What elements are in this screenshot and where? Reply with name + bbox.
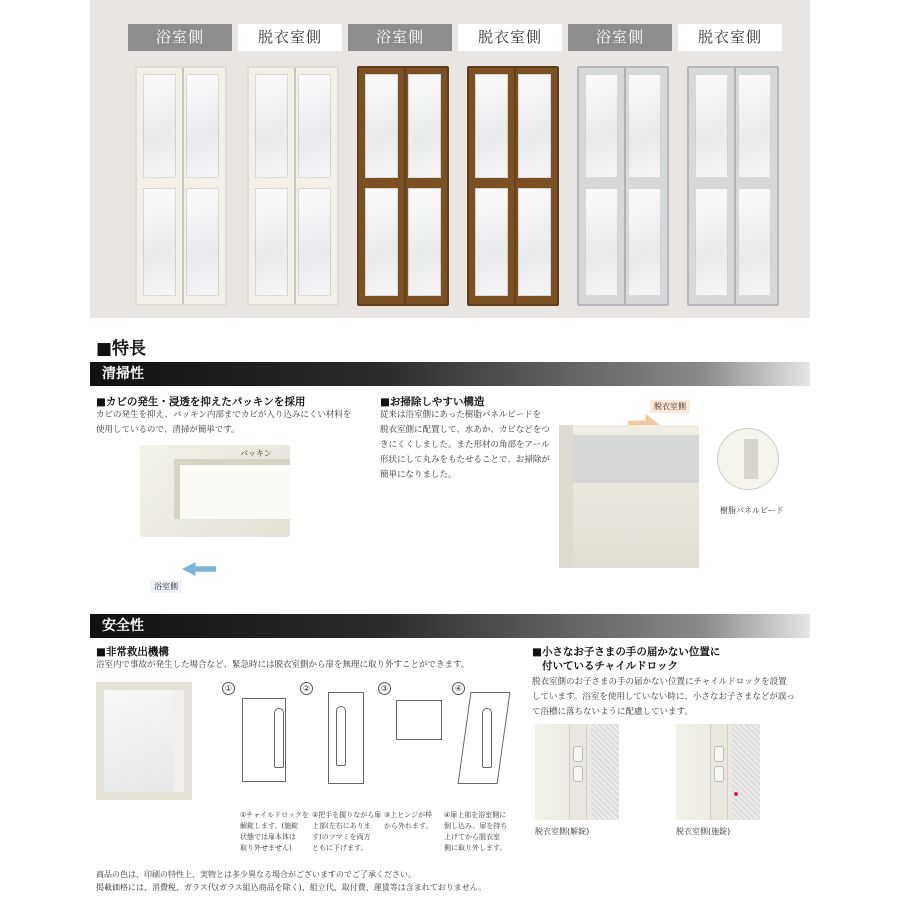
childlock-title-line-1: ■小さなお子さまの手の届かない位置に <box>532 646 721 658</box>
structure-line-1: 従来は浴室側にあった樹脂パネルビードを <box>380 410 542 420</box>
label-unlocked: 脱衣室側(解錠) <box>535 827 590 836</box>
step-1-caption-line-4: 取り外せません) <box>240 844 292 852</box>
step-2-caption-line-3: す)のツマミを両方 <box>312 833 371 841</box>
door-white-dressing <box>247 66 339 306</box>
step-4-caption-line-3: 上げてから脱衣室 <box>444 833 500 841</box>
step-3-caption-line-2: から外れます。 <box>384 822 433 830</box>
childlock-line-1: 脱衣室側のお子さまの手の届かない位置にチャイルドロックを設置 <box>532 677 787 687</box>
tab-bath-side-white: 浴室側 <box>128 24 232 51</box>
footnote-color: 商品の色は、印刷の特性上、実物とは多少異なる場合がございますのでご了承ください。 <box>96 870 416 879</box>
step-1-caption <box>240 810 314 854</box>
structure-description <box>380 408 550 483</box>
structure-illustration <box>559 425 699 568</box>
step-4-caption-line-2: 倒し込み、扉を持ち <box>444 822 508 830</box>
childlock-unlocked-photo <box>535 724 619 820</box>
step-2-number: ② <box>300 682 313 695</box>
tab-dressing-side-brown: 脱衣室側 <box>458 24 562 51</box>
childlock-line-2: しています。浴室を使用していない時に、小さなお子さまなどが誤っ <box>532 692 795 702</box>
emergency-frame-illustration <box>96 682 192 800</box>
step-4-illustration <box>452 682 522 790</box>
label-locked: 脱衣室側(施錠) <box>676 827 731 836</box>
childlock-title-line-2: 付いているチャイルドロック <box>542 660 678 672</box>
label-bath-side: 浴室側 <box>150 580 182 593</box>
label-dressing-side: 脱衣室側 <box>650 400 690 413</box>
tab-dressing-side-white: 脱衣室側 <box>238 24 342 51</box>
structure-line-5: 簡単になりました。 <box>380 470 457 480</box>
door-silver-bath <box>577 66 669 306</box>
packing-line-1: カビの発生を抑え、パッキン内部までカビが入り込みにくい材料を <box>96 410 352 420</box>
step-1-caption-line-2: 解錠します。(施錠 <box>240 822 299 830</box>
step-1-caption-line-3: 状態では扉本体は <box>240 833 296 841</box>
panel-bead-zoom-illustration <box>717 428 779 490</box>
step-1-illustration <box>222 682 292 790</box>
door-brown-bath <box>357 66 449 306</box>
label-packing: パッキン <box>240 449 272 458</box>
packing-description <box>96 408 351 438</box>
structure-line-2: 脱衣室側に配置して、水あか、カビなどをつ <box>380 425 550 435</box>
childlock-description <box>532 675 795 720</box>
step-4-number: ④ <box>452 682 465 695</box>
step-1-number: ① <box>222 682 235 695</box>
step-4-caption <box>444 810 518 854</box>
door-silver-dressing <box>687 66 779 306</box>
safety-section-heading: 安全性 <box>90 614 810 638</box>
step-4-caption-line-4: 側に取り外します。 <box>444 844 507 852</box>
door-brown-dressing <box>467 66 559 306</box>
emergency-title: ■非常救出機構 <box>96 646 169 658</box>
step-3-caption <box>384 810 444 832</box>
bath-side-arrow-icon <box>182 562 216 576</box>
step-3-number: ③ <box>378 682 391 695</box>
packing-title: ■カビの発生・浸透を抑えたパッキンを採用 <box>96 396 306 408</box>
structure-line-4: 形状にして丸みをもたせることで、お掃除が <box>380 455 550 465</box>
step-3-caption-line-1: ③上ヒンジが枠 <box>384 811 433 819</box>
locked-indicator-icon <box>734 792 738 796</box>
step-1-caption-line-1: ①チャイルドロックを <box>240 811 309 819</box>
tab-bath-side-silver: 浴室側 <box>568 24 672 51</box>
door-white-bath <box>135 66 227 306</box>
childlock-locked-photo <box>676 724 760 820</box>
cleaning-section-heading: 清掃性 <box>90 362 810 386</box>
step-2-caption <box>312 810 386 854</box>
step-2-illustration <box>300 682 370 790</box>
emergency-description: 浴室内で事故が発生した場合など、緊急時には脱衣室側から扉を無理に取り外すことができます。 <box>96 660 470 670</box>
childlock-line-3: て浴槽に落ちないように配慮しています。 <box>532 707 693 717</box>
structure-title: ■お掃除しやすい構造 <box>380 396 485 408</box>
step-2-caption-line-1: ②把手を握りながら扉 <box>312 811 382 819</box>
door-color-gallery <box>90 0 810 318</box>
structure-line-3: きにくくしました。また形材の角部をアール <box>380 440 550 450</box>
tab-dressing-side-silver: 脱衣室側 <box>678 24 782 51</box>
step-4-caption-line-1: ④扉上部を浴室側に <box>444 811 507 819</box>
label-panel-bead: 樹脂パネルビード <box>720 506 784 515</box>
childlock-title <box>532 645 720 673</box>
tab-bath-side-brown: 浴室側 <box>348 24 452 51</box>
step-2-caption-line-2: 上部(左右にありま <box>312 822 371 830</box>
features-title: ■特長 <box>96 339 147 359</box>
packing-line-2: 使用しているので、清掃が簡単です。 <box>96 425 240 435</box>
step-2-caption-line-4: ともに下げます。 <box>312 844 368 852</box>
footnote-price: 掲載価格には、消費税、ガラス代(ガラス組込商品を除く)、組立代、取付費、運賃等は含まれておりません。 <box>96 883 487 892</box>
step-3-illustration <box>378 682 448 790</box>
